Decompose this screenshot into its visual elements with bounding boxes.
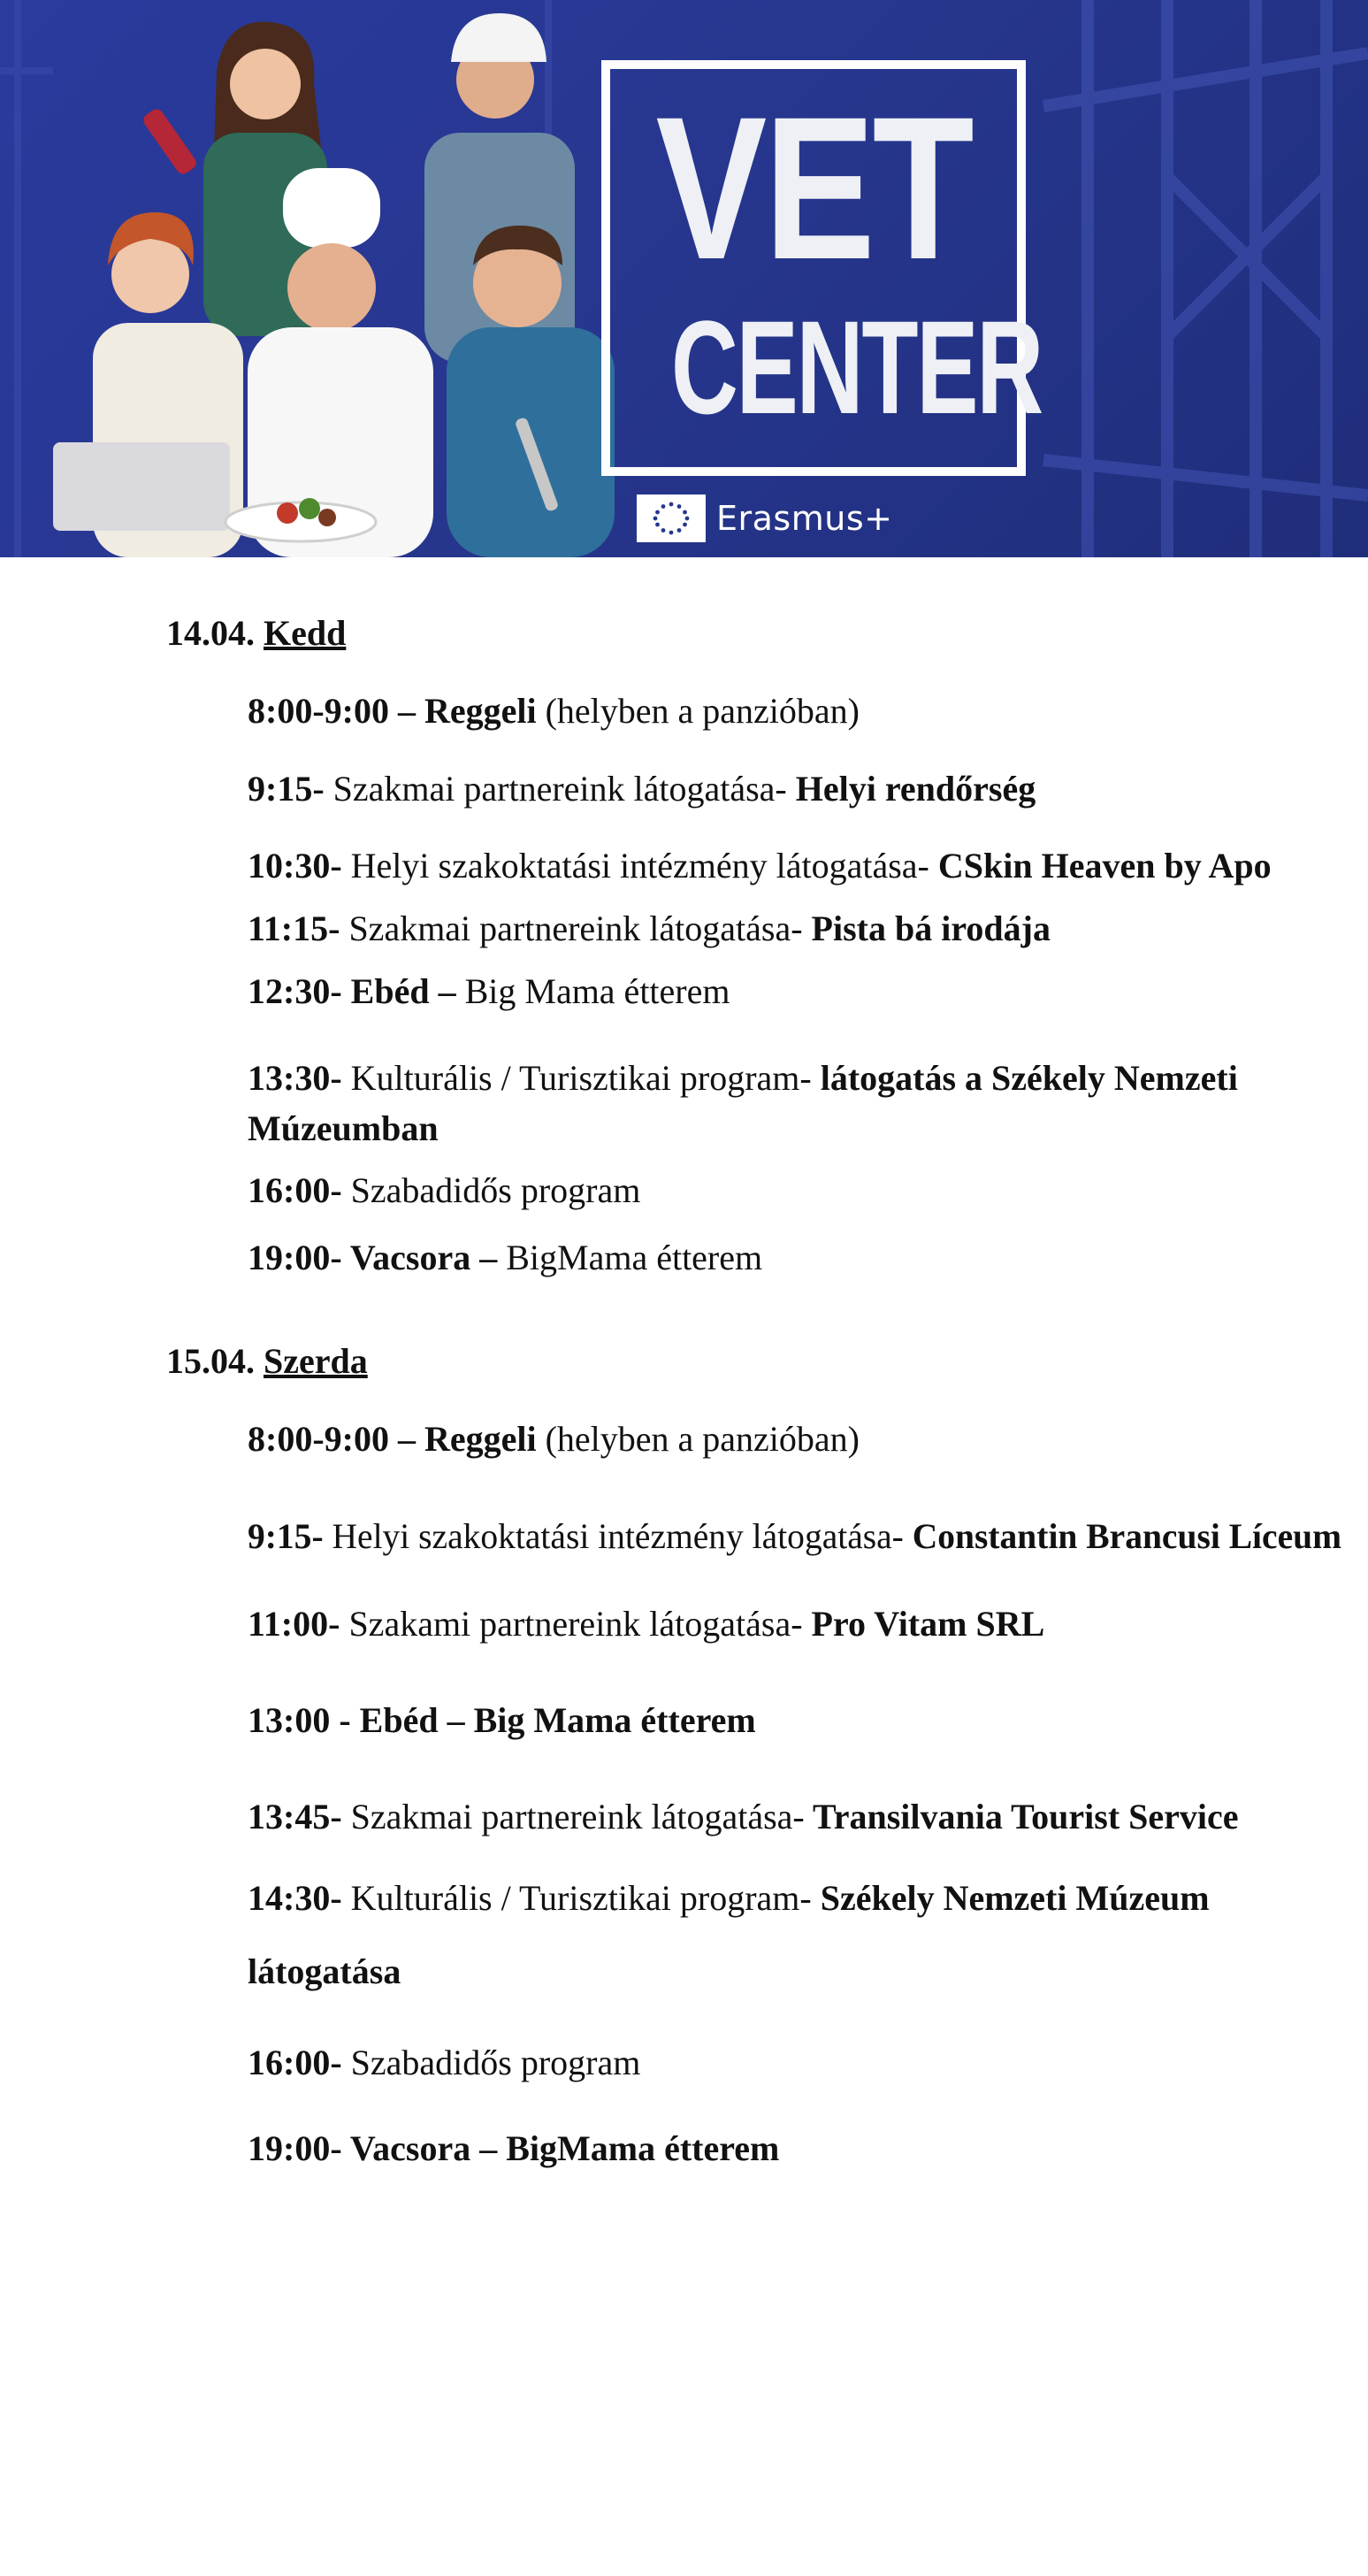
schedule-item: 16:00- Szabadidős program xyxy=(248,1170,641,1210)
banner xyxy=(0,0,1368,557)
schedule-item: 11:15- Szakmai partnereink látogatása- Pista bá irodája xyxy=(248,908,1051,948)
schedule-item-continuation: látogatása xyxy=(248,1951,401,1991)
schedule-item-continuation: Múzeumban xyxy=(248,1108,439,1148)
schedule-item: 16:00- Szabadidős program xyxy=(248,2043,641,2082)
day-date: 15.04. xyxy=(166,1341,255,1381)
schedule-item: 9:15- Helyi szakoktatási intézmény látogatása- Constantin Brancusi Líceum xyxy=(248,1516,1342,1556)
schedule-item: 8:00-9:00 – Reggeli (helyben a panzióban) xyxy=(248,691,860,731)
schedule-item: 8:00-9:00 – Reggeli (helyben a panzióban) xyxy=(248,1419,860,1459)
day-heading-2 xyxy=(166,1340,368,1382)
day-date: 14.04. xyxy=(166,613,255,653)
schedule-item: 19:00- Vacsora – BigMama étterem xyxy=(248,1238,763,1277)
day-name: Szerda xyxy=(264,1341,368,1381)
day-heading-1 xyxy=(166,612,346,654)
erasmus-label: Erasmus+ xyxy=(716,499,893,538)
logo-text-vet: VET xyxy=(655,74,972,302)
people-illustration xyxy=(35,0,654,557)
eu-flag-icon xyxy=(637,494,706,542)
schedule-item: 14:30- Kulturális / Turisztikai program- Székely Nemzeti Múzeum xyxy=(248,1878,1210,1918)
schedule-item: 12:30- Ebéd – Big Mama étterem xyxy=(248,971,730,1011)
vet-center-logo xyxy=(601,60,1043,476)
schedule-item: 13:30- Kulturális / Turisztikai program- látogatás a Székely Nemzeti xyxy=(248,1058,1238,1098)
schedule-item: 10:30- Helyi szakoktatási intézmény látogatása- CSkin Heaven by Apo xyxy=(248,846,1272,886)
logo-text-center: CENTER xyxy=(671,293,1043,441)
schedule-item: 11:00- Szakami partnereink látogatása- Pro Vitam SRL xyxy=(248,1604,1045,1644)
schedule-item: 9:15- Szakmai partnereink látogatása- Helyi rendőrség xyxy=(248,769,1036,809)
erasmus-plus-logo xyxy=(637,494,892,543)
schedule-item: 13:00 - Ebéd – Big Mama étterem xyxy=(248,1700,756,1740)
day-name: Kedd xyxy=(264,613,347,653)
schedule-item: 19:00- Vacsora – BigMama étterem xyxy=(248,2128,780,2168)
schedule-item: 13:45- Szakmai partnereink látogatása- Transilvania Tourist Service xyxy=(248,1797,1239,1836)
